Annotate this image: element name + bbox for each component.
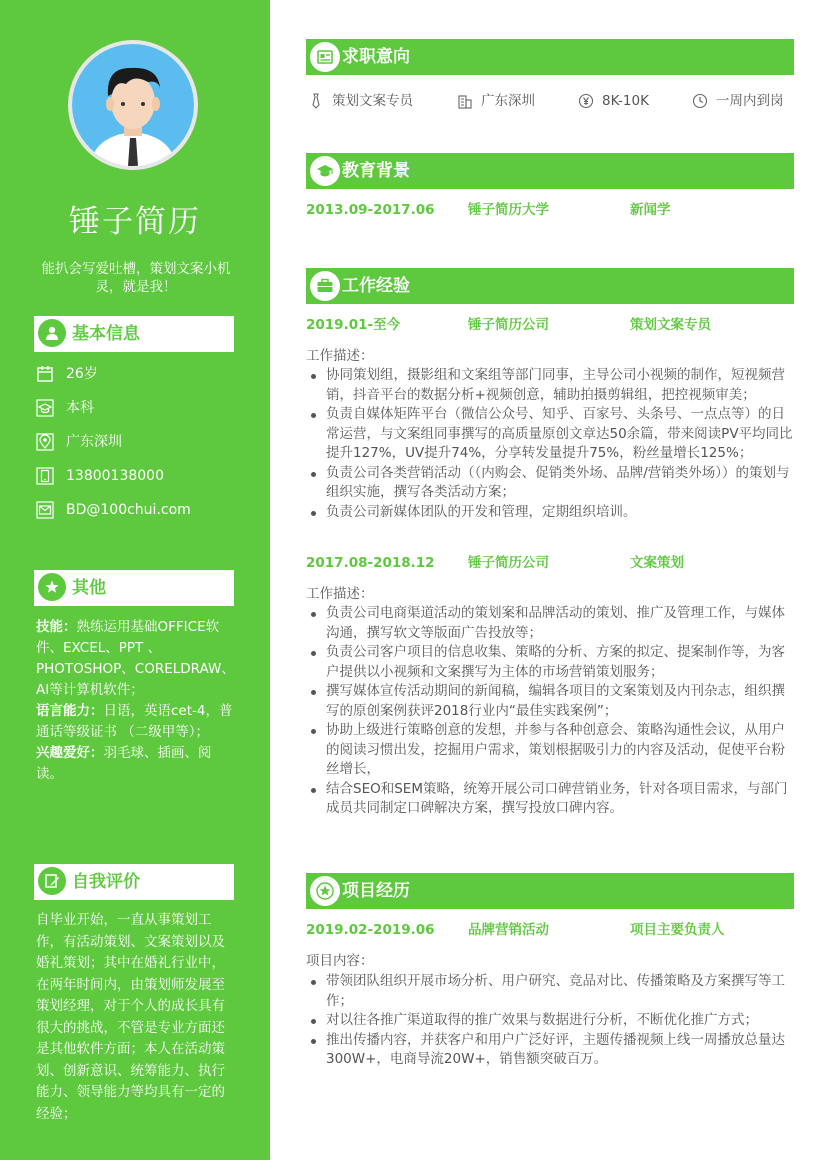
job-period: 2019.01-至今 <box>306 317 401 333</box>
intent-text: 策划文案专员 <box>332 93 413 109</box>
job-role: 策划文案专员 <box>630 317 711 333</box>
graduation-cap-icon <box>310 156 340 186</box>
intent-text: 8K-10K <box>602 93 649 109</box>
language-ability <box>36 701 236 743</box>
briefcase-icon <box>310 271 340 301</box>
info-text: BD@100chui.com <box>66 502 191 518</box>
section-header-basic-info <box>34 316 234 352</box>
list-item: 负责公司电商渠道活动的策划案和品牌活动的策划、推广及管理工作，与媒体沟通，撰写软文等版面广告投放等； <box>306 604 796 643</box>
intent-text: 广东深圳 <box>481 93 535 109</box>
education-period: 2013.09-2017.06 <box>306 202 435 218</box>
list-item: 负责公司各类营销活动（（内购会、促销类外场、品牌/营销类外场））的策划与组织实施，撰写各类活动方案； <box>306 464 796 503</box>
tie-icon <box>308 93 324 109</box>
job-row <box>306 315 794 335</box>
hobby-label: 兴趣爱好： <box>36 745 104 761</box>
project-desc-label: 项目内容： <box>306 953 374 969</box>
section-header-self-eval <box>34 864 234 900</box>
info-text: 广东深圳 <box>66 434 122 450</box>
motto: 能扒会写爱吐槽，策划文案小机灵，就是我！ <box>41 261 231 295</box>
list-item: 协助上级进行策略创意的发想，并参与各种创意会、策略沟通性会议，从用户的阅读习惯出发，挖掘用户需求，策划根据吸引力的内容及活动，促使平台粉丝增长， <box>306 721 796 780</box>
section-title: 自我评价 <box>72 872 140 892</box>
section-title: 基本信息 <box>72 324 140 344</box>
list-item: 对以往各推广渠道取得的推广效果与数据进行分析，不断优化推广方式； <box>306 1011 796 1031</box>
calendar-icon <box>36 365 54 383</box>
skills-label: 技能： <box>36 619 77 635</box>
avatar-illustration <box>72 44 194 166</box>
section-header-projects <box>306 873 794 909</box>
section-header-education <box>306 153 794 189</box>
skills-text: 熟练运用基础OFFICE软件、EXCEL、PPT 、PHOTOSHOP、CORELDRAW、AI等计算机软件； <box>36 619 235 698</box>
info-text: 本科 <box>66 400 94 416</box>
sidebar <box>0 0 270 1160</box>
list-item: 负责公司新媒体团队的开发和管理，定期组织培训。 <box>306 503 796 523</box>
job-row <box>306 553 794 573</box>
intent-text: 一周内到岗 <box>716 93 784 109</box>
section-title: 项目经历 <box>342 881 410 901</box>
language-label: 语言能力： <box>36 703 104 719</box>
list-item: 撰写媒体宣传活动期间的新闻稿，编辑各项目的文案策划及内刊杂志，组织撰写的原创案例获评2018行业内“最佳实践案例”； <box>306 682 796 721</box>
list-item: 负责自媒体矩阵平台（微信公众号、知乎、百家号、头条号、一点点等）的日常运营，与文案组同事撰写的高质量原创文章达50余篇，带来阅读PV平均同比提升127%，UV提升74%，分享转发量提升75%，粉丝量增长125%； <box>306 405 796 464</box>
project-role: 项目主要负责人 <box>630 922 725 938</box>
self-eval-text: 自毕业开始，一直从事策划工作，有活动策划、文案策划以及婚礼策划；其中在婚礼行业中，在两年时间内，由策划师发展至策划经理，对于个人的成长具有很大的挑战，不管是专业方面还是其他软件方面；本人在活动策划、创新意识、统筹能力、执行能力、领导能力等均具有一定的经验； <box>36 912 225 1122</box>
project-period: 2019.02-2019.06 <box>306 922 435 938</box>
education-major: 新闻学 <box>630 202 671 218</box>
project-name: 品牌营销活动 <box>468 922 549 938</box>
id-card-icon <box>310 42 340 72</box>
list-item: 结合SEO和SEM策略，统筹开展公司口碑营销业务，针对各项目需求，与部门成员共同制定口碑解决方案，撰写投放口碑内容。 <box>306 780 796 819</box>
language-text: 日语，英语cet-4，普通话等级证书 （二级甲等）； <box>36 703 233 740</box>
list-item: 带领团队组织开展市场分析、用户研究、竞品对比、传播策略及方案撰写等工作； <box>306 972 796 1011</box>
user-icon <box>36 317 68 349</box>
section-title: 其他 <box>72 578 106 598</box>
education-row <box>306 200 794 220</box>
job-bullets <box>306 604 796 819</box>
project-bullets <box>306 972 796 1070</box>
mail-icon <box>36 501 54 519</box>
graduation-cap-icon <box>36 399 54 417</box>
edit-icon <box>36 865 68 897</box>
resume-name: 锤子简历 <box>69 204 201 240</box>
section-header-intent <box>306 39 794 75</box>
section-title: 工作经验 <box>342 276 410 296</box>
skills <box>36 617 236 701</box>
section-header-other <box>34 570 234 606</box>
project-row <box>306 920 794 940</box>
list-item: 负责公司客户项目的信息收集、策略的分析、方案的拟定、提案制作等，为客户提供以小视频和文案撰写为主体的市场营销策划服务； <box>306 643 796 682</box>
star-icon <box>36 571 68 603</box>
clock-icon <box>692 93 708 109</box>
avatar <box>68 40 198 170</box>
other-details <box>36 617 236 785</box>
job-bullets <box>306 366 796 522</box>
job-desc-label: 工作描述： <box>306 586 374 602</box>
hobby-text: 羽毛球、插画、阅读。 <box>36 745 212 782</box>
job-role: 文案策划 <box>630 555 684 571</box>
info-text: 13800138000 <box>66 468 164 484</box>
section-title: 求职意向 <box>342 47 410 67</box>
list-item: 推出传播内容，并获客户和用户广泛好评，主题传播视频上线一周播放总量达300W+，电商导流20W+，销售额突破百万。 <box>306 1031 796 1070</box>
job-desc-label: 工作描述： <box>306 348 374 364</box>
job-company: 锤子简历公司 <box>468 317 549 333</box>
info-text: 26岁 <box>66 366 98 382</box>
education-school: 锤子简历大学 <box>468 202 549 218</box>
hobbies <box>36 743 236 785</box>
location-pin-icon <box>36 433 54 451</box>
job-company: 锤子简历公司 <box>468 555 549 571</box>
star-icon <box>310 876 340 906</box>
yen-coin-icon <box>578 93 594 109</box>
list-item: 协同策划组，摄影组和文案组等部门同事，主导公司小视频的制作，短视频营销，抖音平台的数据分析+视频创意，辅助拍摄剪辑组，把控视频审美； <box>306 366 796 405</box>
job-period: 2017.08-2018.12 <box>306 555 435 571</box>
building-icon <box>457 93 473 109</box>
section-title: 教育背景 <box>342 161 410 181</box>
section-header-work <box>306 268 794 304</box>
phone-icon <box>36 467 54 485</box>
